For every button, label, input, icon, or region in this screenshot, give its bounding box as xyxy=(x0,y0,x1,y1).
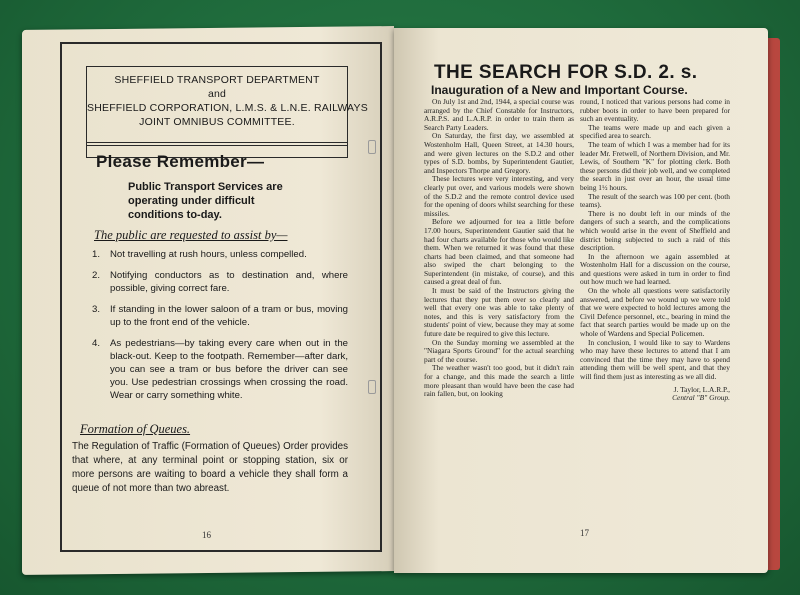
paragraph: In conclusion, I would like to say to Wardens who may have these lectures to attend that I am convinced that the time they may have to spend attending them will be well spent, and that they will find them just as interesting as we all did. xyxy=(580,337,730,381)
paragraph: On the whole all questions were satisfactorily answered, and before we wound up we were told that we were expected to hold lectures among the Civil Defence personnel, etc., bearing in mind the fact that search parties would be made up on the whole of Wardens and Special Policemen. xyxy=(580,286,730,339)
item-text: As pedestrians—by taking every care when out in the black-out. Keep to the footpath. Remember—after dark, you can see a tram or bus before the driver can see you. Use pedestrian crossings when crossing the road. Wear or carry something white. xyxy=(110,338,348,401)
assist-list xyxy=(90,248,348,410)
queues-heading: Formation of Queues. xyxy=(80,422,191,436)
paragraph: These lectures were very interesting, and very clearly put over, and various models were shown of the S.D.2 and the remote control device used for the opening of doors whilst searching for these missiles. xyxy=(424,174,574,218)
article-column-1 xyxy=(424,98,574,399)
item-number: 1. xyxy=(92,249,101,260)
list-item xyxy=(90,303,348,329)
paragraph: In the afternoon we again assembled at Wostenholm Hall for a discussion on the course, and questions were asked in turn in order to find out how much we had learned. xyxy=(580,251,730,287)
page-number-16: 16 xyxy=(202,530,211,540)
item-text: Notifying conductors as to destination and, where possible, giving correct fare. xyxy=(110,270,348,294)
article-subtitle: Inauguration of a New and Important Course. xyxy=(431,83,688,97)
page-number-17: 17 xyxy=(580,528,589,538)
public-transport-notice xyxy=(128,180,358,222)
paragraph: The team of which I was a member had for its leader Mr. Fretwell, of Northern Division, and Mr. Lewis, of Southern "K" for plotting clerk. Both these persons did their job well, and we completed the search in just over an hour, the usual time being 1½ hours. xyxy=(580,139,730,192)
divider-rule xyxy=(86,145,348,146)
signature-name: J. Taylor, L.A.R.P., xyxy=(673,384,730,394)
signature-group: Central "B" Group. xyxy=(672,393,730,403)
assist-heading: The public are requested to assist by— xyxy=(94,228,288,242)
list-item xyxy=(90,248,348,261)
header-line-1: SHEFFIELD TRANSPORT DEPARTMENT xyxy=(114,74,320,86)
paragraph: The result of the search was 100 per cent. (both teams). xyxy=(580,191,730,210)
header-line-4: JOINT OMNIBUS COMMITTEE. xyxy=(139,116,295,128)
header-line-3: SHEFFIELD CORPORATION, L.M.S. & L.N.E. RAILWAYS xyxy=(87,102,368,114)
header-line-2: and xyxy=(207,88,227,100)
article-column-2 xyxy=(580,98,730,403)
paragraph: On Saturday, the first day, we assembled at Wostenholm Hall, Queen Street, at 14.30 hours, and were given lectures on the S.D.2 and other types of S.D. bombs, by Superintendent Gautier, and Inspectors Thorpe and Gregory. xyxy=(424,131,574,175)
list-item xyxy=(90,337,348,402)
paragraph: There is no doubt left in our minds of the dangers of such a search, and the complications which would arise in the event of Sheffield and district being subjected to such a raid of this description. xyxy=(580,208,730,253)
divider-rule xyxy=(86,142,348,143)
paragraph: Before we adjourned for tea a little before 17.00 hours, Superintendent Gautier said that he had four charts available for those who would like them. When we returned it was found that these charts had been claimed, and that someone had also swiped the chart belonging to the Superintendent (in mistake, of course), and this caused a great deal of fun. xyxy=(424,217,574,287)
paragraph: On the Sunday morning we assembled at the "Niagara Sports Ground" for the actual searching part of the course. xyxy=(424,337,574,364)
paragraph: The weather wasn't too good, but it didn't rain for a change, and this made the search a little more pleasant than would have been the case had rain fallen, but, on looking xyxy=(424,363,574,399)
paragraph: The teams were made up and each given a specified area to search. xyxy=(580,122,730,141)
article-title: THE SEARCH FOR S.D. 2. s. xyxy=(434,62,698,83)
item-number: 3. xyxy=(92,304,101,315)
item-text: If standing in the lower saloon of a tram or bus, moving up to the front end of the vehicle. xyxy=(110,304,348,328)
notice-line-1: Public Transport Services are xyxy=(128,181,283,193)
item-number: 4. xyxy=(92,338,101,349)
please-remember-heading: Please Remember— xyxy=(96,152,265,171)
list-item xyxy=(90,269,348,295)
item-number: 2. xyxy=(92,270,101,281)
item-text: Not travelling at rush hours, unless compelled. xyxy=(110,249,307,260)
notice-line-3: conditions to-day. xyxy=(128,209,222,221)
paragraph: round, I noticed that various persons had come in rubber boots in order to have been prepared for such an eventuality. xyxy=(580,97,730,124)
paragraph: On July 1st and 2nd, 1944, a special course was arranged by the Chief Constable for Instructors, A.R.P.S. and L.A.R.P. in order to train them as Search Party Leaders. xyxy=(424,97,574,132)
paragraph: It must be said of the Instructors giving the lectures that they put them over so clearly and well that every one was able to take plenty of notes, and this is very satisfactory from the students' point of view, because they may at some future date be required to give this lecture. xyxy=(424,286,574,339)
notice-line-2: operating under difficult xyxy=(128,195,255,207)
queues-paragraph: The Regulation of Traffic (Formation of Queues) Order provides that where, at any terminal point or stopping station, six or more persons are waiting to board a vehicle they shall form a queue of not more than two abreast. xyxy=(72,441,348,494)
